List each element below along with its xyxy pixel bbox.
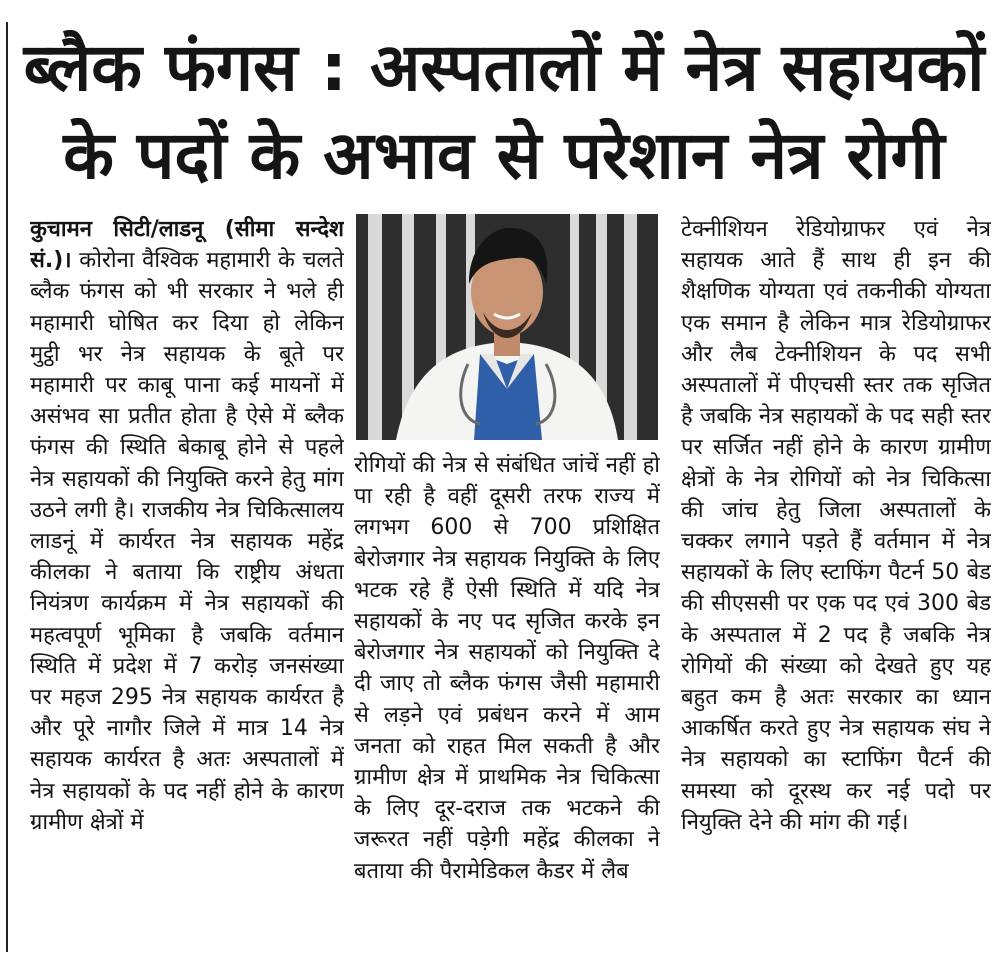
article-column-2: रोगियों की नेत्र से संबंधित जांचें नहीं हो पा रही है वहीं दूसरी तरफ राज्य में लगभग 600 से 700 प्रशिक्षित बेरोजगार नेत्र सहायक नियुक्ति के लिए भटक रहे हैं ऐसी स्थिति में यदि नेत्र सहायकों के नए पद सृजित करके इन बेरोजगार नेत्र सहायकों को नियुक्ति दे दी जाए तो ब्लैक फंगस जैसी महामारी से लड़ने एवं प्रबंधन करने में आम जनता को राहत मिल सकती है और ग्रामीण क्षेत्र में प्राथमिक नेत्र चिकित्सा के लिए दूर-दराज तक भटकने की जरूरत नहीं पड़ेगी महेंद्र कीलका ने बताया की पैरामेडिकल कैडर में लैब xyxy=(354,453,660,884)
headline xyxy=(14,24,994,200)
article-column-1-text: कोरोना वैश्विक महामारी के चलते ब्लैक फंगस को भी सरकार ने भले ही महामारी घोषित कर दिया हो लेकिन मुट्ठी भर नेत्र सहायक के बूते पर महामारी पर काबू पाना कई मायनों में असंभव सा प्रतीत होता है ऐसे में ब्लैक फंगस की स्थिति बेकाबू होने से पहले नेत्र सहायकों की नियुक्ति करने हेतु मांग उठने लगी है। राजकीय नेत्र चिकित्सालय लाडनूं में कार्यरत नेत्र सहायक महेंद्र कीलका ने बताया कि राष्ट्रीय अंधता नियंत्रण कार्यक्रम में नेत्र सहायकों की महत्वपूर्ण भूमिका है जबकि वर्तमान स्थिति में प्रदेश में 7 करोड़ जनसंख्या पर महज 295 नेत्र सहायक कार्यरत है और पूरे नागौर जिले में मात्र 14 नेत्र सहायक कार्यरत है अतः अस्पतालों में नेत्र सहायकों के पद नहीं होने के कारण ग्रामीण क्षेत्रों में xyxy=(30,248,344,835)
left-column-rule xyxy=(6,22,8,952)
dateline: कुचामन सिटी/लाडनू (सीमा सन्देश सं.)। xyxy=(30,217,344,274)
doctor-photo xyxy=(356,214,658,440)
headline-line-1: ब्लैक फंगस : अस्पतालों में नेत्र सहायकों xyxy=(23,29,985,106)
article-column-1 xyxy=(30,214,344,944)
article-column-3: टेक्नीशियन रेडियोग्राफर एवं नेत्र सहायक आते हैं साथ ही इन की शैक्षणिक योग्यता एवं तकनीकी योग्यता एक समान है लेकिन मात्र रेडियोग्राफर और लैब टेक्नीशियन के पद सभी अस्पतालों में पीएचसी स्तर तक सृजित है जबकि नेत्र सहायकों के पद सही स्तर पर सर्जित नहीं होने के कारण ग्रामीण क्षेत्रों के नेत्र रोगियों को नेत्र चिकित्सा की जांच हेतु जिला अस्पतालों के चक्कर लगाने पड़ते हैं वर्तमान में नेत्र सहायकों के लिए स्टाफिंग पैटर्न 50 बेड की सीएससी पर एक पद एवं 300 बेड के अस्पताल में 2 पद है जबकि नेत्र रोगियों की संख्या को देखते हुए यह बहुत कम है अतः सरकार का ध्यान आकर्षित करते हुए नेत्र सहायक संघ ने नेत्र सहायको का स्टाफिंग पैटर्न की समस्या को दूरस्थ कर नई पदो पर नियुक्ति देने की मांग की गई। xyxy=(681,217,991,835)
headline-line-2: के पदों के अभाव से परेशान नेत्र रोगी xyxy=(63,117,945,194)
doctor-photo-illustration xyxy=(356,214,658,440)
